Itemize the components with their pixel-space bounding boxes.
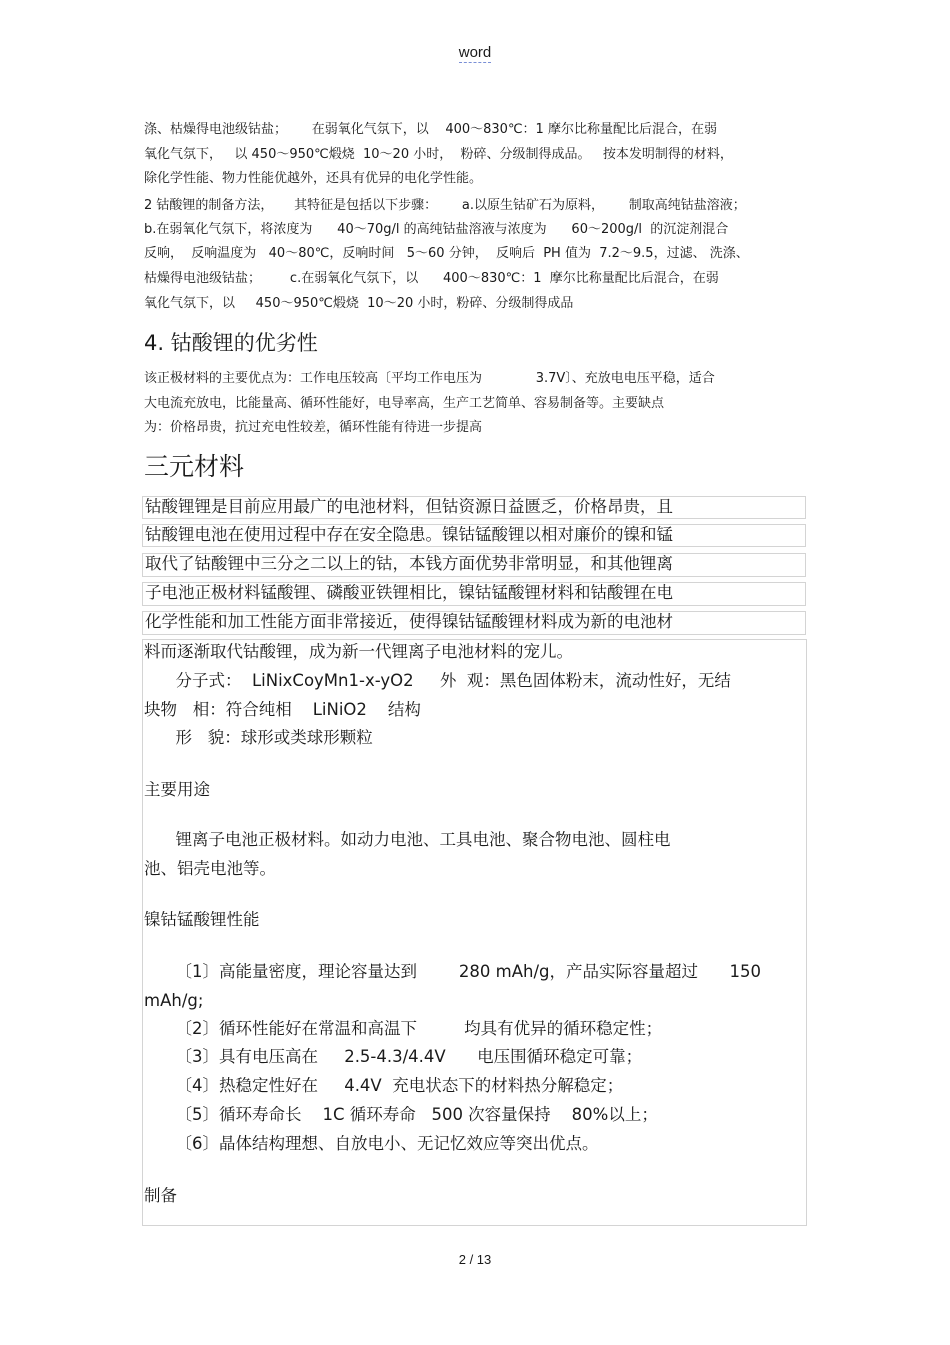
section-4-line: 该正极材料的主要优点为：工作电压较高〔平均工作电压为 3.7V〕、充放电电压平稳，适合 [144,371,715,386]
usage-line: 锂离子电池正极材料。如动力电池、工具电池、聚合物电池、圆柱电 [144,830,671,849]
usage-heading: 主要用途 [144,780,210,799]
body-line: 分子式： LiNixCoyMn1-x-yO2 外 观：黑色固体粉末，流动性好，无结 [144,671,731,690]
page-header [0,44,950,61]
performance-line: 〔4〕热稳定性好在 4.4V 充电状态下的材料热分解稳定； [144,1076,624,1095]
intro-line: b.在弱氧化气氛下，将浓度为 40～70g/l 的高纯钴盐溶液与浓度为 60～200g/l 的沉淀剂混合 [144,222,729,237]
performance-line: 〔2〕循环性能好在常温和高温下 均具有优异的循环稳定性； [144,1019,663,1038]
intro-line: 枯燥得电池级钴盐； c.在弱氧化气氛下，以 400～830℃：1 摩尔比称量配比后混合，在弱 [144,271,719,286]
performance-heading: 镍钴锰酸锂性能 [144,910,260,929]
intro-line: 除化学性能、物力性能优越外，还具有优异的电化学性能。 [144,171,483,186]
preparation-heading: 制备 [144,1186,177,1205]
performance-line: 〔6〕晶体结构理想、自放电小、无记忆效应等突出优点。 [144,1134,599,1153]
performance-line: 〔5〕循环寿命长 1C 循环寿命 500 次容量保持 80%以上； [144,1105,658,1124]
section-4-heading: 4. 钴酸锂的优劣性 [144,331,318,355]
intro-line: 氧化气氛下， 以 450～950℃煅烧 10～20 小时， 粉碎、分级制得成品。 按本发明制得的材料， [144,147,733,162]
performance-line: 〔1〕高能量密度，理论容量达到 280 mAh/g，产品实际容量超过 150 [144,962,761,981]
section-4-line: 大电流充放电，比能量高、循环性能好，电导率高，生产工艺简单、容易制备等。主要缺点 [144,396,665,411]
ternary-heading: 三元材料 [144,452,245,481]
body-line: 料而逐渐取代钴酸锂，成为新一代锂离子电池材料的宠儿。 [144,642,573,661]
header-title: word [458,44,492,61]
page-number: 2 / 13 [458,1252,492,1267]
usage-line: 池、铝壳电池等。 [144,859,276,878]
boxed-line: 化学性能和加工性能方面非常接近，使得镍钴锰酸锂材料成为新的电池材 [142,611,806,635]
section-4-line: 为：价格昂贵，抗过充电性较差，循环性能有待进一步提高 [144,420,483,435]
intro-line: 涤、枯燥得电池级钴盐； 在弱氧化气氛下，以 400～830℃：1 摩尔比称量配比后混合，在弱 [144,122,717,137]
boxed-line: 子电池正极材料锰酸锂、磷酸亚铁锂相比，镍钴锰酸锂材料和钴酸锂在电 [142,582,806,606]
intro-line: 反响， 反响温度为 40～80℃，反响时间 5～60 分钟， 反响后 PH 值为 7.2～9.5，过滤、 洗涤、 [144,246,749,261]
boxed-line: 钴酸锂锂是目前应用最广的电池材料，但钴资源日益匮乏，价格昂贵，且 [142,496,806,519]
body-line: 块物 相：符合纯相 LiNiO2 结构 [144,700,421,719]
performance-line: mAh/g; [144,991,204,1010]
boxed-line: 钴酸锂电池在使用过程中存在安全隐患。镍钴锰酸锂以相对廉价的镍和锰 [142,524,806,547]
body-line: 形 貌：球形或类球形颗粒 [144,728,373,747]
boxed-line: 取代了钴酸锂中三分之二以上的钴，本钱方面优势非常明显，和其他锂离 [142,553,806,577]
intro-line: 2 钴酸锂的制备方法， 其特征是包括以下步骤： a.以原生钴矿石为原料， 制取高纯钴盐溶液； [144,198,746,213]
performance-line: 〔3〕具有电压高在 2.5-4.3/4.4V 电压围循环稳定可靠； [144,1047,643,1066]
intro-line: 氧化气氛下，以 450～950℃煅烧 10～20 小时，粉碎、分级制得成品 [144,296,574,311]
